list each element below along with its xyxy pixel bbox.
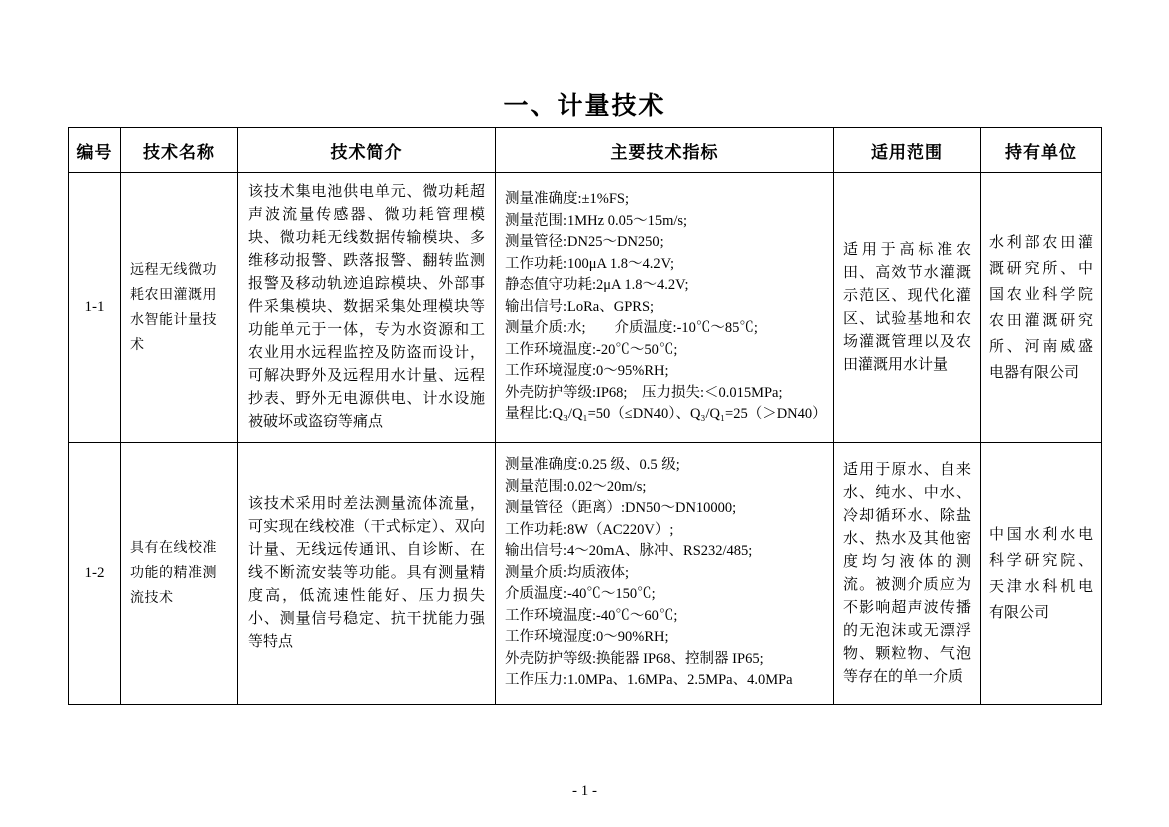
cell-tech-name: 远程无线微功耗农田灌溉用水智能计量技术 xyxy=(121,173,238,443)
cell-scope: 适用于原水、自来水、纯水、中水、冷却循环水、除盐水、热水及其他密度均匀液体的测流。被测介质应为不影响超声波传播的无泡沫或无漂浮物、颗粒物、气泡等存在的单一介质 xyxy=(834,443,981,705)
spec-line: 静态值守功耗:2μA 1.8～4.2V; xyxy=(505,277,689,294)
cell-tech-name: 具有在线校准功能的精准测流技术 xyxy=(121,443,238,705)
spec-line: 测量介质:水; 介质温度:-10℃～85℃; xyxy=(505,320,758,337)
spec-line: 工作环境湿度:0～90%RH; xyxy=(505,629,669,646)
section-title: 一、计量技术 xyxy=(503,93,666,120)
spec-line: 测量准确度:±1%FS; xyxy=(505,191,629,208)
spec-line: 工作压力:1.0MPa、1.6MPa、2.5MPa、4.0MPa xyxy=(505,672,793,689)
spec-line: 测量介质:均质液体; xyxy=(505,564,630,581)
page-number: - 1 - xyxy=(572,783,597,799)
spec-line: 测量管径（距离）:DN50～DN10000; xyxy=(505,500,737,517)
spec-line: 介质温度:-40℃～150℃; xyxy=(505,586,656,603)
spec-line: 外壳防护等级:换能器 IP68、控制器 IP65; xyxy=(505,650,764,667)
column-header-tech-name: 技术名称 xyxy=(121,128,238,173)
table-row xyxy=(69,443,1102,705)
spec-line: 外壳防护等级:IP68; 压力损失:＜0.015MPa; xyxy=(505,384,783,401)
table-row xyxy=(69,173,1102,443)
spec-line: 工作环境温度:-20℃～50℃; xyxy=(505,341,678,358)
column-header-number: 编号 xyxy=(69,128,121,173)
cell-number: 1-2 xyxy=(69,443,121,705)
spec-line: 测量管径:DN25～DN250; xyxy=(505,234,664,251)
table-header-row xyxy=(69,128,1102,173)
cell-holder: 中国水利水电科学研究院、天津水科机电有限公司 xyxy=(981,443,1102,705)
spec-line: 工作环境温度:-40℃～60℃; xyxy=(505,607,678,624)
spec-line: 工作功耗:8W（AC220V）; xyxy=(505,521,674,538)
spec-line: 输出信号:4～20mA、脉冲、RS232/485; xyxy=(505,543,753,560)
column-header-holder: 持有单位 xyxy=(981,128,1102,173)
column-header-tech-intro: 技术简介 xyxy=(238,128,496,173)
column-header-scope: 适用范围 xyxy=(834,128,981,173)
spec-line: 工作功耗:100μA 1.8～4.2V; xyxy=(505,255,675,272)
spec-line: 量程比:Q₃/Q₁=50（≤DN40）、Q₃/Q₁=25（＞DN40） xyxy=(505,406,827,423)
cell-tech-specs xyxy=(496,443,834,705)
spec-line: 测量范围:0.02～20m/s; xyxy=(505,478,647,495)
cell-holder: 水利部农田灌溉研究所、中国农业科学院农田灌溉研究所、河南威盛电器有限公司 xyxy=(981,173,1102,443)
spec-line: 工作环境湿度:0～95%RH; xyxy=(505,363,669,380)
cell-scope: 适用于高标准农田、高效节水灌溉示范区、现代化灌区、试验基地和农场灌溉管理以及农田灌溉用水计量 xyxy=(834,173,981,443)
cell-number: 1-1 xyxy=(69,173,121,443)
cell-tech-intro: 该技术采用时差法测量流体流量，可实现在线校准（干式标定）、双向计量、无线远传通讯、自诊断、在线不断流安装等功能。具有测量精度高，低流速性能好、压力损失小、测量信号稳定、抗干扰能力强等特点 xyxy=(238,443,496,705)
spec-line: 测量范围:1MHz 0.05～15m/s; xyxy=(505,212,688,229)
column-header-tech-specs: 主要技术指标 xyxy=(496,128,834,173)
cell-tech-intro: 该技术集电池供电单元、微功耗超声波流量传感器、微功耗管理模块、微功耗无线数据传输模块、多维移动报警、跌落报警、翻转监测报警及移动轨迹追踪模块、外部事件采集模块、数据采集处理模块等功能单元于一体，专为水资源和工农业用水远程监控及防盗而设计，可解决野外及远程用水计量、远程抄表、野外无电源供电、计水设施被破坏或盗窃等痛点 xyxy=(238,173,496,443)
spec-line: 测量准确度:0.25 级、0.5 级; xyxy=(505,457,680,474)
technology-table xyxy=(68,127,1102,705)
cell-tech-specs xyxy=(496,173,834,443)
spec-line: 输出信号:LoRa、GPRS; xyxy=(505,298,655,315)
